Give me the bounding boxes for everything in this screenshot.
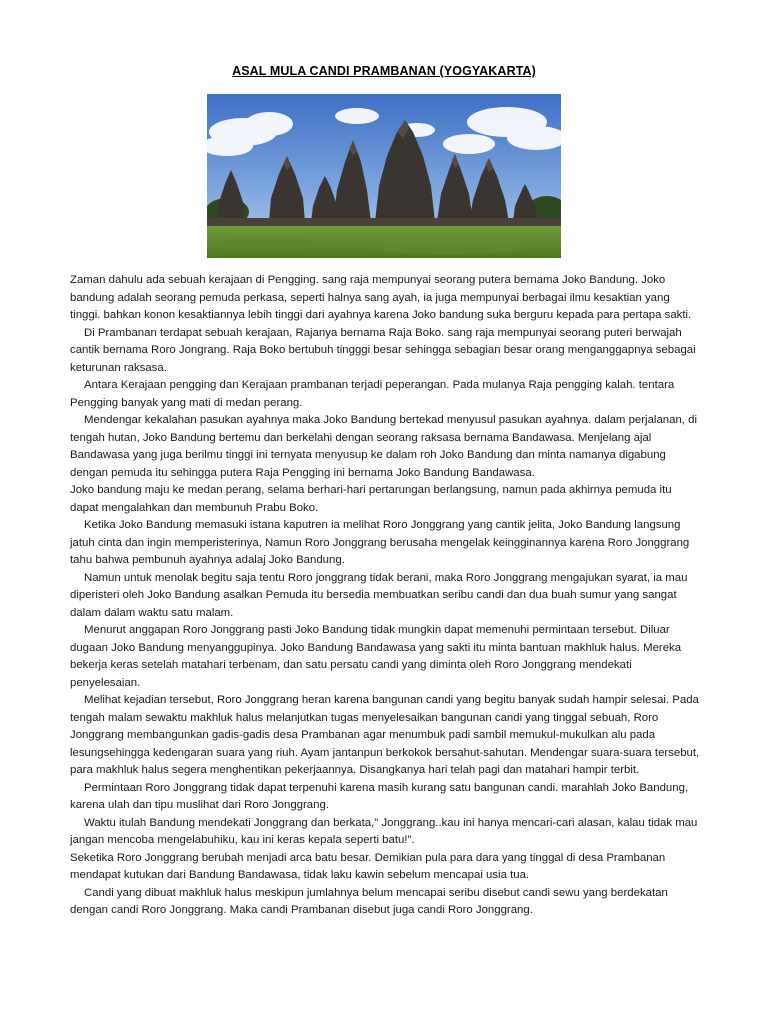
story-paragraph: Joko bandung maju ke medan perang, selama berhari-hari pertarungan berlangsung, namun pada akhirnya pemuda itu dapat mengalahkan dan membunuh Prabu Boko.: [70, 484, 672, 514]
story-paragraph: Di Prambanan terdapat sebuah kerajaan, Rajanya bernama Raja Boko. sang raja mempunyai seorang puteri berwajah cantik bernama Roro Jongrang. Raja Boko bertubuh tingggi besar sehingga sebagian besar orang menganggapnya sebagai keturunan raksasa.: [70, 326, 696, 374]
story-paragraph: Menurut anggapan Roro Jonggrang pasti Joko Bandung tidak mungkin dapat memenuhi permintaan tersebut. Diluar dugaan Joko Bandung menyanggupinya. Joko Bandung Bandawasa yang sakti itu minta bantuan makhluk halus. Mereka bekerja keras setelah matahari terbenam, dan satu persatu candi yang diminta oleh Roro Jonggrang mendekati penyelesaian.: [70, 624, 682, 689]
story-paragraph: Candi yang dibuat makhluk halus meskipun jumlahnya belum mencapai seribu disebut candi sewu yang berdekatan dengan candi Roro Jonggrang. Maka candi Prambanan disebut juga candi Roro Jonggrang.: [70, 886, 668, 916]
story-body: [70, 272, 700, 920]
story-paragraph: Antara Kerajaan pengging dan Kerajaan prambanan terjadi peperangan. Pada mulanya Raja pengging kalah. tentara Pengging banyak yang mati di medan perang.: [70, 379, 675, 409]
story-paragraph: Melihat kejadian tersebut, Roro Jonggrang heran karena bangunan candi yang begitu banyak sudah hampir selesai. Pada tengah malam sewaktu makhluk halus melanjutkan tugas menyelesaikan bangunan candi yang tinggal sebuah, Roro Jonggrang membangunkan gadis-gadis desa Prambanan agar menumbuk padi sambil memukul-mukulkan alu pada lesungsehingga kedengaran suara yang riuh. Ayam jantanpun berkokok bersahut-sahutan. Mendengar suara-suara tersebut, para makhluk halus segera menghentikan pekerjaannya. Disangkanya hari telah pagi dan matahari hampir terbit.: [70, 694, 700, 776]
story-paragraph: Permintaan Roro Jonggrang tidak dapat terpenuhi karena masih kurang satu bangunan candi. marahlah Joko Bandung, karena ulah dan tipu muslihat dari Roro Jonggrang.: [70, 781, 689, 811]
story-paragraph: Waktu itulah Bandung mendekati Jonggrang dan berkata," Jonggrang..kau ini hanya mencari-cari alasan, kalau tidak mau jangan mencoba mengelabuhiku, kau ini keras kepala seperti batu!".: [70, 816, 698, 846]
story-paragraph: Ketika Joko Bandung memasuki istana kaputren ia melihat Roro Jonggrang yang cantik jelita, Joko Bandung langsung jatuh cinta dan ingin memperisterinya, Namun Roro Jonggrang berusaha mengelak keingginannya karena Roro Jonggrang tahu bahwa pembunuh ayahnya adalaj Joko Bandung.: [70, 519, 690, 566]
story-paragraph: Mendengar kekalahan pasukan ayahnya maka Joko Bandung bertekad menyusul pasukan ayahnya. dalam perjalanan, di tengah hutan, Joko Bandung bertemu dan berkelahi dengan seorang raksasa bernama Bandawasa. Menjelang ajal Bandawasa yang juga berilmu tinggi ini ternyata menyusup ke dalam roh Joko Bandung dan minta namanya digabung dengan pemuda itu sehingga putera Raja Pengging ini bernama Joko Bandung Bandawasa.: [70, 414, 697, 479]
story-paragraph: Zaman dahulu ada sebuah kerajaan di Pengging. sang raja mempunyai seorang putera bernama Joko Bandung. Joko bandung adalah seorang pemuda perkasa, seperti halnya sang ayah, ia juga mempunyai berbagai ilmu kesaktian yang tinggi. bahkan konon kesaktiannya lebih tinggi dari ayahnya karena Joko bandung suka berguru kepada para pertapa sakti.: [70, 274, 692, 321]
document-title: ASAL MULA CANDI PRAMBANAN (YOGYAKARTA): [232, 64, 536, 78]
prambanan-temple-photo: [207, 94, 561, 258]
story-paragraph: Namun untuk menolak begitu saja tentu Roro jonggrang tidak berani, maka Roro Jonggrang mengajukan syarat, ia mau diperisteri oleh Joko Bandung asalkan Pemuda itu bersedia membuatkan seribu candi dan dua buah sumur yang sangat dalam dalam waktu satu malam.: [70, 571, 688, 619]
story-paragraph: Seketika Roro Jonggrang berubah menjadi arca batu besar. Demikian pula para dara yang tinggal di desa Prambanan mendapat kutukan dari Bandung Bandawasa, tidak laku kawin sebelum mencapai usia tua.: [70, 851, 666, 881]
